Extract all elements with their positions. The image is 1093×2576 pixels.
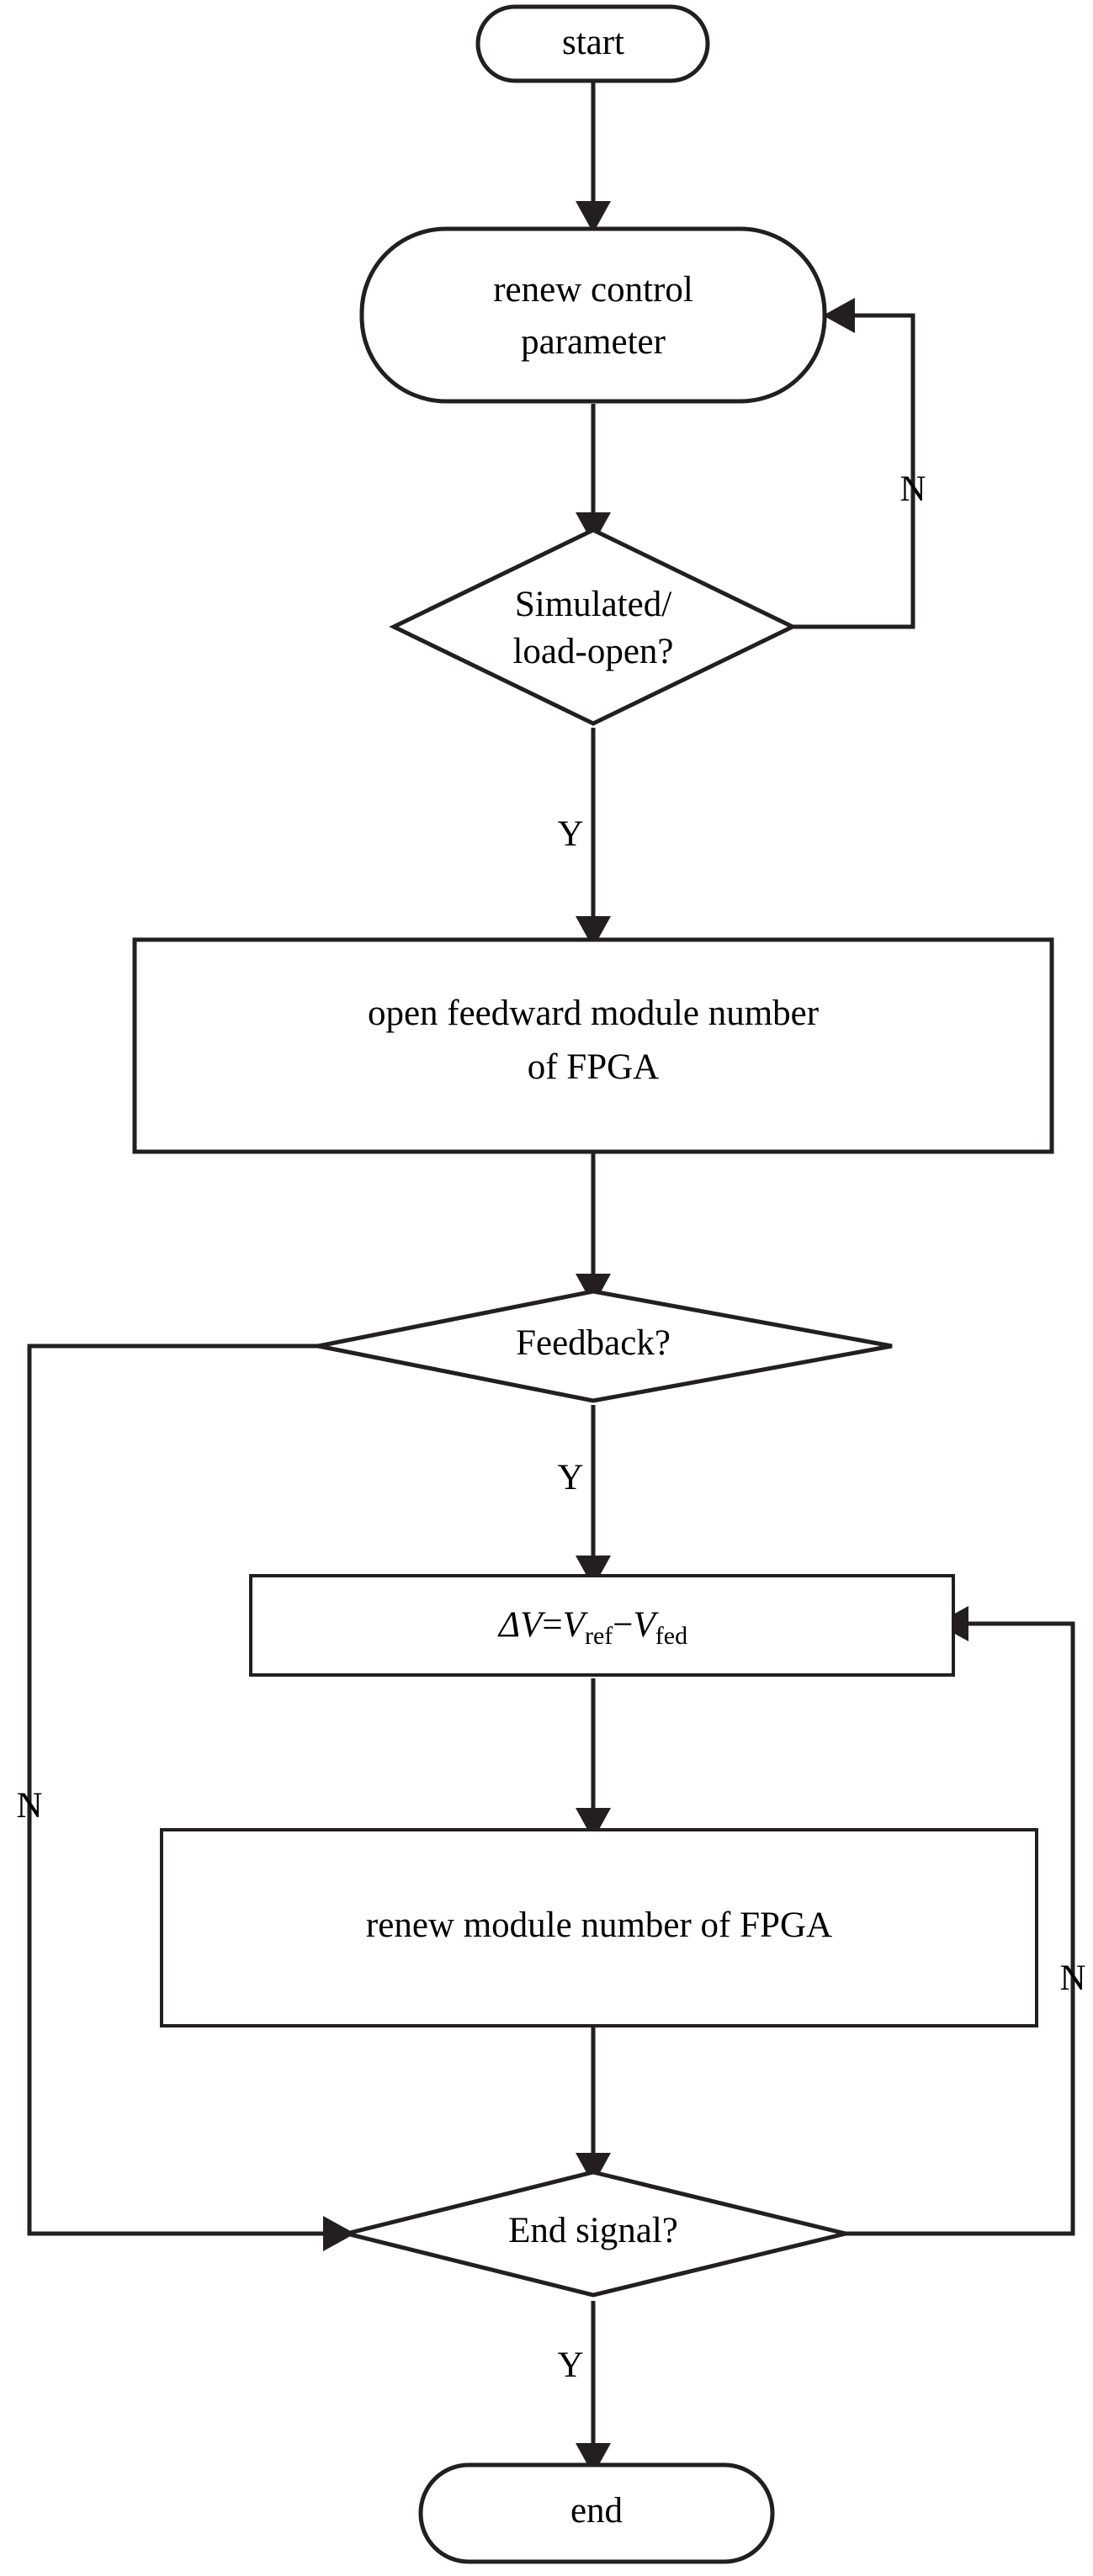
connector-feedback-no-to-end-signal xyxy=(29,1346,337,2234)
node-simulated-load-open-decision xyxy=(394,530,793,724)
formula-v2: V xyxy=(562,1604,585,1645)
node-end-signal-decision xyxy=(347,2172,846,2295)
node-end-signal-decision-label: End signal? xyxy=(508,2210,678,2250)
node-simulated-decision-label-line2: load-open? xyxy=(512,631,674,671)
node-end xyxy=(421,2465,772,2562)
edge-label-simulated-yes: Y xyxy=(557,814,584,854)
node-end-label: end xyxy=(570,2490,623,2531)
formula-v3: V xyxy=(633,1604,655,1645)
node-delta-v-formula xyxy=(251,1576,953,1675)
node-renew-module-number-label: renew module number of FPGA xyxy=(365,1905,833,1945)
formula-equals: = xyxy=(542,1604,563,1645)
node-renew-control-parameter-label-line2: parameter xyxy=(521,321,666,362)
node-feedback-decision xyxy=(318,1291,892,1401)
edge-label-end-signal-yes: Y xyxy=(557,2345,584,2385)
edge-label-feedback-no: N xyxy=(16,1785,43,1826)
formula-delta: Δ xyxy=(498,1604,521,1645)
node-renew-control-parameter xyxy=(362,229,825,401)
node-open-feedward-module xyxy=(135,940,1052,1152)
edge-label-end-signal-no: N xyxy=(1059,1958,1086,1998)
node-open-feedward-label-line2: of FPGA xyxy=(527,1047,660,1087)
formula-sub-fed: fed xyxy=(655,1621,688,1650)
node-feedback-decision-label: Feedback? xyxy=(516,1322,671,1363)
node-start-label: start xyxy=(561,22,625,62)
formula-minus: − xyxy=(613,1604,634,1645)
edge-label-simulated-no: N xyxy=(899,469,926,509)
formula-sub-ref: ref xyxy=(584,1621,613,1650)
edge-label-feedback-yes: Y xyxy=(557,1457,584,1497)
node-renew-module-number xyxy=(162,1830,1037,2026)
node-simulated-decision-label-line1: Simulated/ xyxy=(514,584,672,624)
node-open-feedward-label-line1: open feedward module number xyxy=(367,993,820,1033)
formula-v1: V xyxy=(520,1604,543,1645)
node-renew-control-parameter-label-line1: renew control xyxy=(493,269,693,310)
node-start xyxy=(478,7,708,81)
